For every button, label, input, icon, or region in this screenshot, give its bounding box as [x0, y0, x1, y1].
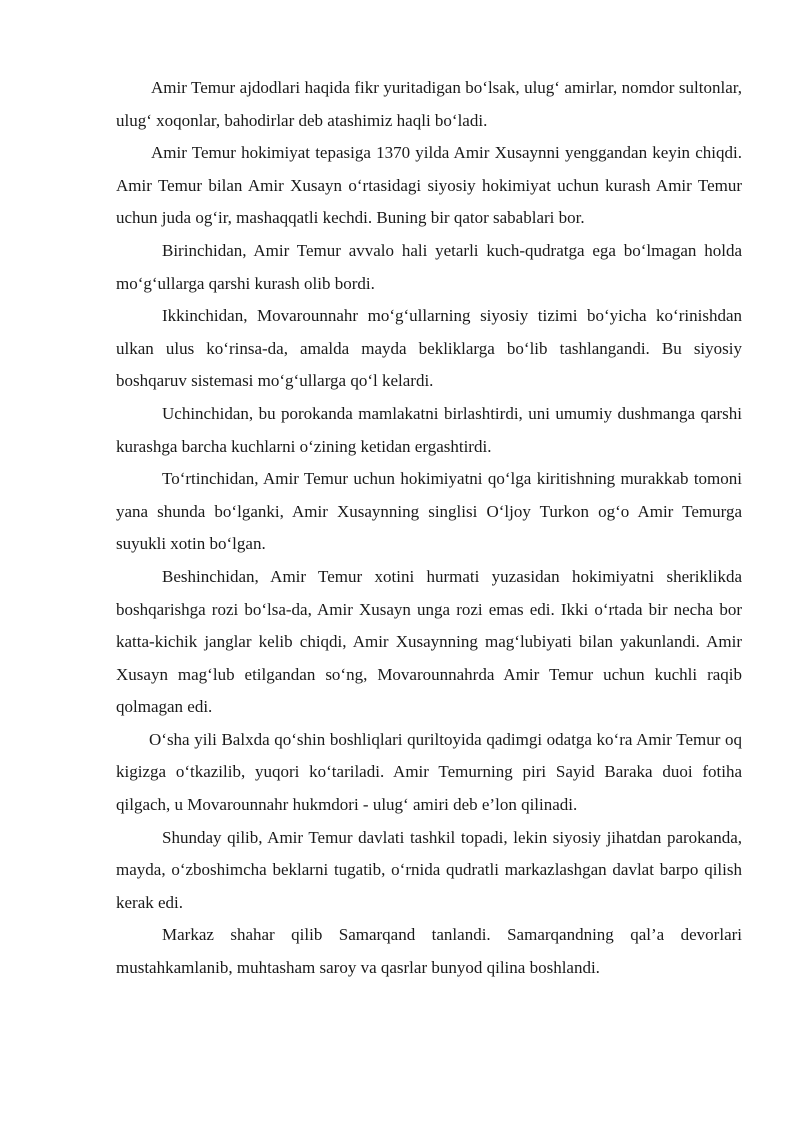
paragraph-second-reason: Ikkinchidan, Movarounnahr mo‘g‘ullarning siyosiy tizimi bo‘yicha ko‘rinishdan ulkan ulus ko‘rinsa-da, amalda mayda bekliklarga bo‘lib tashlangandi. Bu siyosiy boshqaruv sistemasi mo‘g‘ullarga qo‘l kelardi.: [116, 306, 742, 391]
paragraph-fifth-reason: Beshinchidan, Amir Temur xotini hurmati yuzasidan hokimiyatni sheriklikda boshqarishga rozi bo‘lsa-da, Amir Xusayn unga rozi emas edi. Ikki o‘rtada bir necha bor katta-kichik janglar kelib chiqdi, Amir Xusaynning mag‘lubiyati bilan yakunlandi. Amir Xusayn mag‘lub etilgandan so‘ng, Movarounnahrda Amir Temur uchun kuchli raqib qolmagan edi.: [116, 566, 742, 717]
paragraph-rise-to-power: Amir Temur hokimiyat tepasiga 1370 yilda Amir Xusaynni yenggandan keyin chiqdi. Amir Temur bilan Amir Xusayn o‘rtasidagi siyosiy hokimiyat uchun kurash Amir Temur uchun juda og‘ir, mashaqqatli kechdi. Buning bir qator sabablari bor.: [116, 143, 742, 228]
document-page: [116, 72, 742, 985]
paragraph-ancestors: Amir Temur ajdodlari haqida fikr yuritadigan bo‘lsak, ulug‘ amirlar, nomdor sultonlar, ulug‘ xoqonlar, bahodirlar deb atashimiz haqli bo‘ladi.: [116, 78, 742, 130]
paragraph-third-reason: Uchinchidan, bu porokanda mamlakatni birlashtirdi, uni umumiy dushmanga qarshi kurashga barcha kuchlarni o‘zining ketidan ergashtirdi.: [116, 403, 742, 456]
paragraph-balkh-kurultai: O‘sha yili Balxda qo‘shin boshliqlari quriltoyida qadimgi odatga ko‘ra Amir Temur oq kigizga o‘tkazilib, yuqori ko‘tariladi. Amir Temurning piri Sayid Baraka duoi fotiha qilgach, u Movarounnahr hukmdori - ulug‘ amiri deb e’lon qilinadi.: [116, 729, 742, 815]
paragraph-fourth-reason: To‘rtinchidan, Amir Temur uchun hokimiyatni qo‘lga kiritishning murakkab tomoni yana shunda bo‘lganki, Amir Xusaynning singlisi O‘ljoy Turkon og‘o Amir Temurga suyukli xotin bo‘lgan.: [116, 469, 742, 554]
paragraph-samarkand-capital: Markaz shahar qilib Samarqand tanlandi. Samarqandning qal’a devorlari mustahkamlanib, muhtasham saroy va qasrlar bunyod qilina boshlandi.: [116, 925, 742, 978]
paragraph-state-founded: Shunday qilib, Amir Temur davlati tashkil topadi, lekin siyosiy jihatdan parokanda, mayda, o‘zboshimcha beklarni tugatib, o‘rnida qudratli markazlashgan davlat barpo qilish kerak edi.: [116, 827, 742, 912]
paragraph-first-reason: Birinchidan, Amir Temur avvalo hali yetarli kuch-qudratga ega bo‘lmagan holda mo‘g‘ullarga qarshi kurash olib bordi.: [116, 240, 742, 293]
